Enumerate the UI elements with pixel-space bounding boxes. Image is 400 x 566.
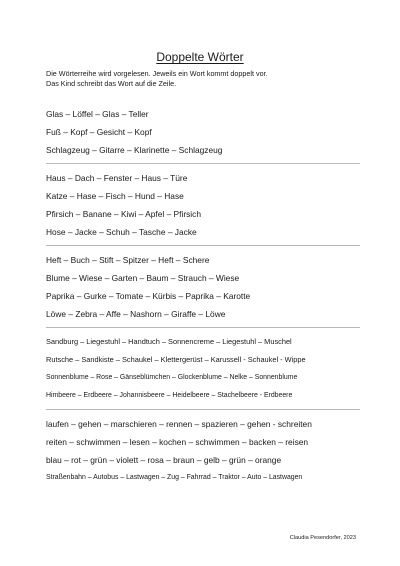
word-series: Katze – Hase – Fisch – Hund – Hase	[46, 191, 184, 201]
word-series: Hose – Jacke – Schuh – Tasche – Jacke	[46, 227, 197, 237]
word-series-list	[46, 105, 360, 487]
instruction-line: Das Kind schreibt das Wort auf die Zeile.	[46, 79, 177, 88]
word-series: Schlagzeug – Gitarre – Klarinette – Schlagzeug	[46, 145, 223, 155]
word-series: Löwe – Zebra – Affe – Nashorn – Giraffe – Löwe	[46, 309, 226, 319]
word-series: Paprika – Gurke – Tomate – Kürbis – Paprika – Karotte	[46, 291, 251, 301]
word-group-1	[46, 105, 360, 159]
instructions	[46, 69, 268, 89]
word-series: Sonnenblume – Rose – Gänseblümchen – Glockenblume – Nelke – Sonnenblume	[46, 374, 298, 381]
page-title: Doppelte Wörter	[156, 50, 244, 64]
word-group-5	[46, 415, 360, 487]
word-series: blau – rot – grün – violett – rosa – braun – gelb – grün – orange	[46, 455, 282, 465]
author-credit: Claudia Pesendorfer, 2023	[289, 535, 356, 541]
word-series: laufen – gehen – marschieren – rennen – spazieren – gehen - schreiten	[46, 419, 312, 429]
word-series: Sandburg – Liegestuhl – Handtuch – Sonnencreme – Liegestuhl – Muschel	[46, 337, 292, 346]
word-group-2	[46, 169, 360, 241]
instruction-line: Die Wörterreihe wird vorgelesen. Jeweils ein Wort kommt doppelt vor.	[46, 69, 268, 78]
word-series: Haus – Dach – Fenster – Haus – Türe	[46, 173, 188, 183]
divider	[46, 245, 360, 246]
divider	[46, 163, 360, 164]
word-series: reiten – schwimmen – lesen – kochen – schwimmen – backen – reisen	[46, 437, 309, 447]
word-series: Glas – Löffel – Glas – Teller	[46, 109, 149, 119]
word-series: Himbeere – Erdbeere – Johannisbeere – Heidelbeere – Stachelbeere - Erdbeere	[46, 392, 293, 399]
word-series: Fuß – Kopf – Gesicht – Kopf	[46, 127, 152, 137]
divider	[46, 327, 360, 328]
word-series: Pfirsich – Banane – Kiwi – Apfel – Pfirsich	[46, 209, 202, 219]
word-series: Heft – Buch – Stift – Spitzer – Heft – Schere	[46, 255, 210, 265]
word-series: Blume – Wiese – Garten – Baum – Strauch – Wiese	[46, 273, 240, 283]
word-group-4	[46, 333, 360, 405]
word-series: Straßenbahn – Autobus – Lastwagen – Zug – Fahrrad – Traktor – Auto – Lastwagen	[46, 474, 303, 481]
divider	[46, 409, 360, 410]
word-series: Rutsche – Sandkiste – Schaukel – Klettergerüst – Karussell - Schaukel - Wippe	[46, 355, 306, 364]
word-group-3	[46, 251, 360, 323]
